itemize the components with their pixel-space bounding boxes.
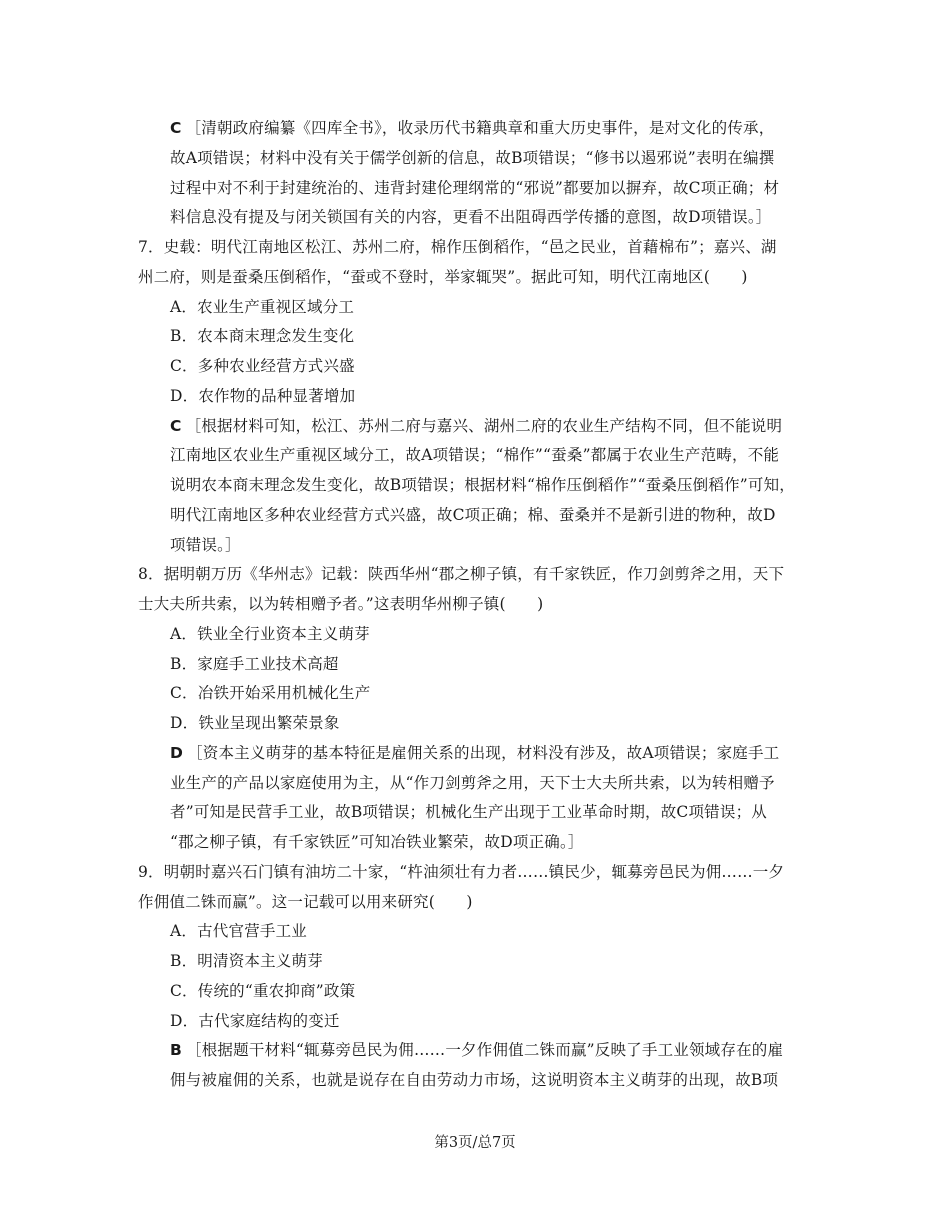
line-text: 作佣值二铢而赢”。这一记载可以用来研究( ) (138, 892, 473, 911)
option-line (170, 713, 340, 733)
line-text: 过程中对不利于封建统治的、违背封建伦理纲常的“邪说”都要加以摒弃，故C项正确；材 (170, 178, 780, 197)
line-text: ［根据题干材料“辄募旁邑民为佣……一夕作佣值二铢而赢”反映了手工业领域存在的雇 (186, 1041, 784, 1060)
line-text: 故A项错误；材料中没有关于儒学创新的信息，故B项错误；“修书以遏邪说”表明在编撰 (170, 148, 775, 167)
option-line (170, 326, 354, 346)
option-line (170, 654, 339, 674)
question-line (138, 892, 473, 912)
line-text: 佣与被雇佣的关系，也就是说存在自由劳动力市场，这说明资本主义萌芽的出现，故B项 (170, 1071, 779, 1089)
line-text: 项错误。］ (170, 535, 241, 554)
option-line (170, 386, 355, 406)
answer-line (170, 1070, 778, 1090)
question-line (138, 267, 748, 287)
line-text: 者”可知是民营手工业，故B项错误；机械化生产出现于工业革命时期，故C项错误；从 (170, 803, 767, 822)
answer-line (170, 118, 774, 138)
answer-line (170, 178, 779, 198)
option-line (170, 683, 370, 703)
line-text: B．家庭手工业技术高超 (170, 654, 339, 673)
answer-line (170, 207, 771, 227)
answer-line (170, 773, 775, 793)
line-text: 江南地区农业生产重视区域分工，故A项错误；“棉作”“蚕桑”都属于农业生产范畴，不能 (170, 446, 780, 465)
line-text: C．多种农业经营方式兴盛 (170, 357, 355, 375)
option-line (170, 624, 370, 644)
line-text: 说明农本商末理念发生变化，故B项错误；根据材料“棉作压倒稻作”“蚕桑压倒稻作”可知， (170, 476, 795, 494)
question-line (138, 564, 784, 584)
line-text: D．农作物的品种显著增加 (170, 386, 356, 405)
line-text: D．古代家庭结构的变迁 (170, 1011, 340, 1030)
line-text: D．铁业呈现出繁荣景象 (170, 714, 340, 732)
option-line (170, 951, 323, 971)
question-line (138, 237, 777, 257)
line-text: ［资本主义萌芽的基本特征是雇佣关系的出现，材料没有涉及，故A项错误；家庭手工 (187, 743, 780, 762)
line-text: 州二府，则是蚕桑压倒稻作，“蚕或不登时，举家辄哭”。据此可知，明代江南地区( ) (138, 267, 748, 286)
line-text: 明代江南地区多种农业经营方式兴盛，故C项正确；棉、蚕桑并不是新引进的物种，故D (170, 505, 776, 524)
answer-line (170, 445, 779, 465)
answer-letter: C (170, 416, 182, 435)
line-text: A．古代官营手工业 (170, 922, 307, 941)
option-line (170, 356, 355, 376)
option-line (170, 1011, 340, 1031)
answer-line (170, 475, 795, 495)
answer-line (170, 505, 776, 525)
answer-line (170, 148, 774, 168)
answer-letter: D (170, 743, 184, 762)
line-text: 9．明朝时嘉兴石门镇有油坊二十家，“杵油须壮有力者……镇民少，辄募旁邑民为佣……一夕 (138, 862, 785, 881)
answer-line (170, 416, 782, 436)
option-line (170, 297, 354, 317)
line-text: ［清朝政府编纂《四库全书》，收录历代书籍典章和重大历史事件，是对文化的传承， (185, 119, 775, 137)
line-text: A．铁业全行业资本主义萌芽 (170, 624, 370, 643)
line-text: 士大夫所共索，以为转相赠予者。”这表明华州柳子镇( ) (138, 595, 544, 613)
line-text: 7．史载：明代江南地区松江、苏州二府，棉作压倒稻作，“邑之民业，首藉棉布”；嘉兴、湖 (138, 238, 777, 256)
line-text: C．传统的“重农抑商”政策 (170, 981, 356, 1000)
line-text: B．农本商末理念发生变化 (170, 327, 355, 346)
line-text: ［根据材料可知，松江、苏州二府与嘉兴、湖州二府的农业生产结构不同，但不能说明 (185, 416, 783, 435)
answer-line (170, 743, 779, 763)
line-text: B．明清资本主义萌芽 (170, 952, 323, 970)
option-line (170, 981, 355, 1001)
answer-line (170, 1040, 783, 1060)
answer-line (170, 832, 584, 852)
question-line (138, 862, 784, 882)
answer-line (170, 535, 241, 555)
page-footer: 第3页/总7页 (434, 1135, 516, 1151)
line-text: 料信息没有提及与闭关锁国有关的内容，更看不出阻碍西学传播的意图，故D项错误。］ (170, 208, 772, 227)
line-text: C．冶铁开始采用机械化生产 (170, 684, 371, 703)
answer-letter: C (170, 119, 182, 137)
line-text: “郡之柳子镇，有千家铁匠”可知冶铁业繁荣，故D项正确。］ (170, 833, 584, 851)
answer-line (170, 802, 767, 822)
option-line (170, 921, 307, 941)
answer-letter: B (170, 1041, 183, 1060)
line-text: 业生产的产品以家庭使用为主，从“作刀剑剪斧之用，天下士大夫所共索，以为转相赠予 (170, 773, 775, 792)
question-line (138, 594, 543, 614)
line-text: A．农业生产重视区域分工 (170, 297, 355, 316)
line-text: 8．据明朝万历《华州志》记载：陕西华州“郡之柳子镇，有千家铁匠，作刀剑剪斧之用，天下 (138, 565, 785, 584)
